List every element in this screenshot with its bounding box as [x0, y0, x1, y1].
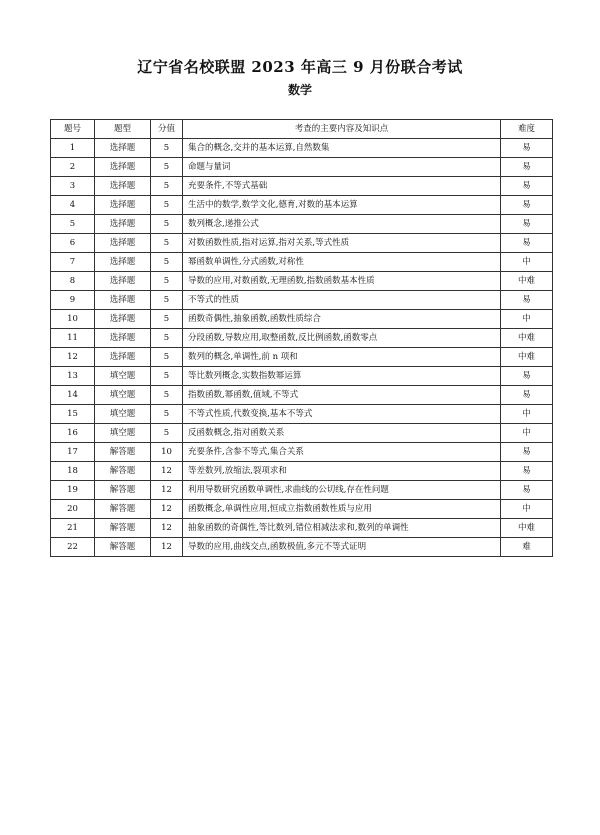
question-type-cell: 解答题: [95, 443, 151, 462]
header-score: 分值: [151, 120, 183, 139]
table-row: [51, 500, 553, 519]
question-type-cell: 选择题: [95, 158, 151, 177]
header-difficulty: 难度: [501, 120, 553, 139]
score-cell: 5: [151, 234, 183, 253]
table-row: [51, 291, 553, 310]
difficulty-cell: 难: [501, 538, 553, 557]
content-cell: 对数函数性质,指对运算,指对关系,等式性质: [183, 234, 501, 253]
table-row: [51, 196, 553, 215]
question-number-cell: 6: [51, 234, 95, 253]
question-number-cell: 14: [51, 386, 95, 405]
table-row: [51, 177, 553, 196]
table-header-row: [51, 120, 553, 139]
difficulty-cell: 中: [501, 500, 553, 519]
score-cell: 5: [151, 139, 183, 158]
difficulty-cell: 易: [501, 215, 553, 234]
question-number-cell: 20: [51, 500, 95, 519]
difficulty-cell: 易: [501, 158, 553, 177]
difficulty-cell: 易: [501, 367, 553, 386]
content-cell: 数列概念,递推公式: [183, 215, 501, 234]
question-number-cell: 4: [51, 196, 95, 215]
score-cell: 12: [151, 519, 183, 538]
table-row: [51, 462, 553, 481]
score-cell: 5: [151, 291, 183, 310]
difficulty-cell: 易: [501, 139, 553, 158]
question-type-cell: 选择题: [95, 310, 151, 329]
score-cell: 5: [151, 196, 183, 215]
exam-content-table: [50, 119, 553, 557]
content-cell: 导数的应用,对数函数,无理函数,指数函数基本性质: [183, 272, 501, 291]
table-row: [51, 348, 553, 367]
score-cell: 5: [151, 329, 183, 348]
content-cell: 反函数概念,指对函数关系: [183, 424, 501, 443]
score-cell: 12: [151, 500, 183, 519]
score-cell: 12: [151, 538, 183, 557]
table-row: [51, 215, 553, 234]
score-cell: 5: [151, 272, 183, 291]
question-type-cell: 选择题: [95, 139, 151, 158]
question-type-cell: 选择题: [95, 234, 151, 253]
score-cell: 5: [151, 386, 183, 405]
difficulty-cell: 易: [501, 291, 553, 310]
content-cell: 命题与量词: [183, 158, 501, 177]
question-type-cell: 填空题: [95, 386, 151, 405]
table-row: [51, 367, 553, 386]
question-number-cell: 19: [51, 481, 95, 500]
content-cell: 不等式性质,代数变换,基本不等式: [183, 405, 501, 424]
difficulty-cell: 中: [501, 253, 553, 272]
table-row: [51, 139, 553, 158]
content-cell: 导数的应用,曲线交点,函数极值,多元不等式证明: [183, 538, 501, 557]
difficulty-cell: 中难: [501, 329, 553, 348]
question-number-cell: 12: [51, 348, 95, 367]
table-row: [51, 158, 553, 177]
content-cell: 数列的概念,单调性,前 n 项和: [183, 348, 501, 367]
score-cell: 5: [151, 215, 183, 234]
question-number-cell: 10: [51, 310, 95, 329]
content-cell: 幂函数单调性,分式函数,对称性: [183, 253, 501, 272]
question-type-cell: 填空题: [95, 424, 151, 443]
content-cell: 集合的概念,交并的基本运算,自然数集: [183, 139, 501, 158]
difficulty-cell: 易: [501, 234, 553, 253]
content-cell: 等比数列概念,实数指数幂运算: [183, 367, 501, 386]
table-row: [51, 405, 553, 424]
difficulty-cell: 易: [501, 196, 553, 215]
table-row: [51, 310, 553, 329]
question-type-cell: 解答题: [95, 538, 151, 557]
table-row: [51, 519, 553, 538]
table-row: [51, 272, 553, 291]
score-cell: 5: [151, 367, 183, 386]
score-cell: 5: [151, 253, 183, 272]
difficulty-cell: 易: [501, 177, 553, 196]
question-number-cell: 18: [51, 462, 95, 481]
difficulty-cell: 易: [501, 443, 553, 462]
score-cell: 12: [151, 462, 183, 481]
question-type-cell: 选择题: [95, 177, 151, 196]
table-row: [51, 424, 553, 443]
score-cell: 5: [151, 177, 183, 196]
question-number-cell: 15: [51, 405, 95, 424]
question-type-cell: 填空题: [95, 367, 151, 386]
table-row: [51, 443, 553, 462]
content-cell: 分段函数,导数应用,取整函数,反比例函数,函数零点: [183, 329, 501, 348]
question-type-cell: 解答题: [95, 500, 151, 519]
question-number-cell: 3: [51, 177, 95, 196]
difficulty-cell: 易: [501, 386, 553, 405]
question-number-cell: 2: [51, 158, 95, 177]
score-cell: 10: [151, 443, 183, 462]
question-type-cell: 选择题: [95, 291, 151, 310]
content-cell: 指数函数,幂函数,值域,不等式: [183, 386, 501, 405]
content-cell: 抽象函数的奇偶性,等比数列,错位相减法求和,数列的单调性: [183, 519, 501, 538]
question-number-cell: 9: [51, 291, 95, 310]
question-type-cell: 解答题: [95, 519, 151, 538]
difficulty-cell: 中难: [501, 348, 553, 367]
table-row: [51, 234, 553, 253]
question-number-cell: 7: [51, 253, 95, 272]
content-cell: 生活中的数学,数学文化,德育,对数的基本运算: [183, 196, 501, 215]
table-row: [51, 481, 553, 500]
score-cell: 12: [151, 481, 183, 500]
question-type-cell: 填空题: [95, 405, 151, 424]
header-content: 考查的主要内容及知识点: [183, 120, 501, 139]
question-number-cell: 1: [51, 139, 95, 158]
question-number-cell: 17: [51, 443, 95, 462]
content-cell: 充要条件,不等式基础: [183, 177, 501, 196]
question-type-cell: 选择题: [95, 272, 151, 291]
difficulty-cell: 易: [501, 462, 553, 481]
content-cell: 函数奇偶性,抽象函数,函数性质综合: [183, 310, 501, 329]
score-cell: 5: [151, 158, 183, 177]
question-type-cell: 选择题: [95, 215, 151, 234]
header-question-type: 题型: [95, 120, 151, 139]
question-number-cell: 22: [51, 538, 95, 557]
score-cell: 5: [151, 405, 183, 424]
table-row: [51, 386, 553, 405]
difficulty-cell: 中: [501, 310, 553, 329]
difficulty-cell: 中: [501, 405, 553, 424]
question-type-cell: 选择题: [95, 253, 151, 272]
content-cell: 不等式的性质: [183, 291, 501, 310]
difficulty-cell: 中难: [501, 272, 553, 291]
question-type-cell: 解答题: [95, 481, 151, 500]
content-cell: 等差数列,放缩法,裂项求和: [183, 462, 501, 481]
header-question-number: 题号: [51, 120, 95, 139]
document-subtitle: 数学: [287, 83, 312, 97]
content-cell: 充要条件,含参不等式,集合关系: [183, 443, 501, 462]
table-body: [51, 139, 553, 557]
score-cell: 5: [151, 348, 183, 367]
difficulty-cell: 易: [501, 481, 553, 500]
score-cell: 5: [151, 310, 183, 329]
table-row: [51, 329, 553, 348]
table-row: [51, 538, 553, 557]
question-number-cell: 13: [51, 367, 95, 386]
table-row: [51, 253, 553, 272]
document-title: 辽宁省名校联盟 2023 年高三 9 月份联合考试: [137, 58, 463, 76]
question-number-cell: 5: [51, 215, 95, 234]
content-cell: 利用导数研究函数单调性,求曲线的公切线,存在性问题: [183, 481, 501, 500]
difficulty-cell: 中: [501, 424, 553, 443]
question-number-cell: 8: [51, 272, 95, 291]
score-cell: 5: [151, 424, 183, 443]
difficulty-cell: 中难: [501, 519, 553, 538]
question-number-cell: 16: [51, 424, 95, 443]
question-type-cell: 解答题: [95, 462, 151, 481]
question-type-cell: 选择题: [95, 348, 151, 367]
question-type-cell: 选择题: [95, 196, 151, 215]
question-number-cell: 21: [51, 519, 95, 538]
content-cell: 函数概念,单调性应用,恒成立指数函数性质与应用: [183, 500, 501, 519]
question-type-cell: 选择题: [95, 329, 151, 348]
question-number-cell: 11: [51, 329, 95, 348]
